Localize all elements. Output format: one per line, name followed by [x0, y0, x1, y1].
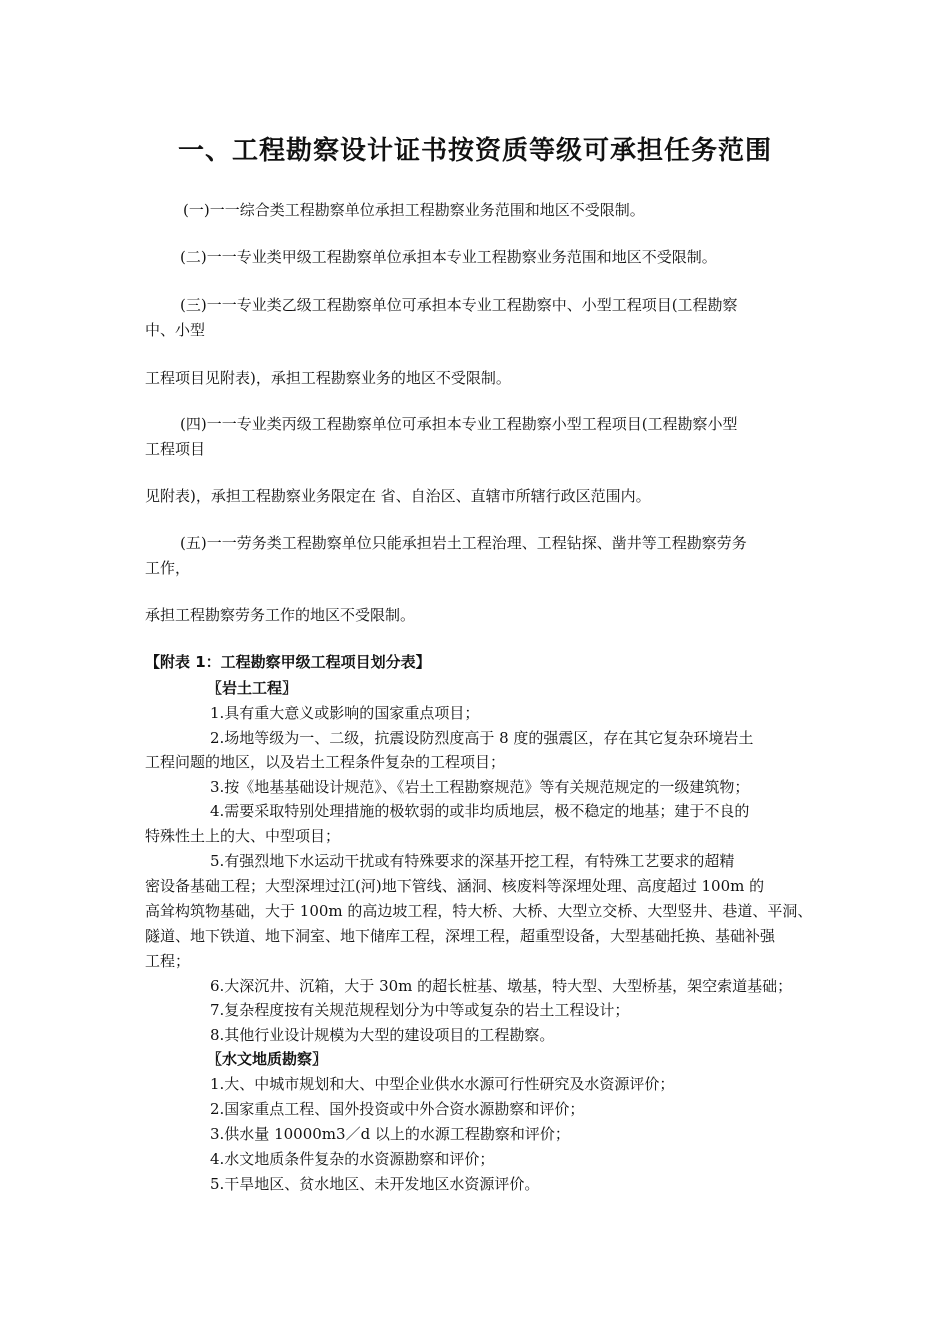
intro-paragraph-4-cont: 工程项目 — [145, 440, 206, 458]
intro-paragraph-5-cont: 工作， — [145, 559, 191, 577]
geo-item-5: 5.有强烈地下水运动干扰或有特殊要求的深基开挖工程，有特殊工艺要求的超精 — [210, 852, 735, 870]
section-heading-hydrogeology: 〖水文地质勘察〗 — [207, 1050, 328, 1068]
intro-paragraph-3: (三)一一专业类乙级工程勘察单位可承担本专业工程勘察中、小型工程项目(工程勘察 — [180, 296, 738, 314]
intro-paragraph-4-end: 见附表)，承担工程勘察业务限定在 省、自治区、直辖市所辖行政区范围内。 — [145, 487, 651, 505]
hydro-item-3: 3.供水量 10000m3／d 以上的水源工程勘察和评价； — [210, 1125, 570, 1143]
hydro-item-2: 2.国家重点工程、国外投资或中外合资水源勘察和评价； — [210, 1100, 585, 1118]
geo-item-5-cont-2: 高耸构筑物基础，大于 100m 的高边坡工程，特大桥、大桥、大型立交桥、大型竖井、巷道、平洞、 — [145, 902, 813, 920]
intro-paragraph-3-end: 工程项目见附表)，承担工程勘察业务的地区不受限制。 — [145, 369, 511, 387]
geo-item-8: 8.其他行业设计规模为大型的建设项目的工程勘察。 — [210, 1026, 555, 1044]
geo-item-4: 4.需要采取特别处理措施的极软弱的或非均质地层，极不稳定的地基；建于不良的 — [210, 802, 750, 820]
intro-paragraph-5-end: 承担工程勘察劳务工作的地区不受限制。 — [145, 606, 416, 624]
hydro-item-5: 5.干旱地区、贫水地区、未开发地区水资源评价。 — [210, 1175, 540, 1193]
document-title: 一、工程勘察设计证书按资质等级可承担任务范围 — [177, 136, 772, 166]
geo-item-6: 6.大深沉井、沉箱，大于 30m 的超长桩基、墩基，特大型、大型桥基，架空索道基础； — [210, 977, 793, 995]
geo-item-3: 3.按《地基基础设计规范》、《岩土工程勘察规范》等有关规范规定的一级建筑物； — [210, 778, 750, 796]
intro-paragraph-1: (一)一一综合类工程勘察单位承担工程勘察业务范围和地区不受限制。 — [183, 201, 645, 219]
intro-paragraph-4: (四)一一专业类丙级工程勘察单位可承担本专业工程勘察小型工程项目(工程勘察小型 — [180, 415, 738, 433]
geo-item-7: 7.复杂程度按有关规范规程划分为中等或复杂的岩土工程设计； — [210, 1001, 630, 1019]
hydro-item-1: 1.大、中城市规划和大、中型企业供水水源可行性研究及水资源评价； — [210, 1075, 675, 1093]
geo-item-1: 1.具有重大意义或影响的国家重点项目； — [210, 704, 480, 722]
geo-item-5-cont-1: 密设备基础工程；大型深埋过江(河)地下管线、涵洞、核废料等深埋处理、高度超过 100m 的 — [145, 877, 765, 895]
appendix-title: 【附表 1：工程勘察甲级工程项目划分表】 — [145, 653, 431, 671]
geo-item-2: 2.场地等级为一、二级，抗震设防烈度高于 8 度的强震区，存在其它复杂环境岩土 — [210, 729, 754, 747]
geo-item-5-end: 工程； — [145, 952, 191, 970]
geo-item-5-cont-3: 隧道、地下铁道、地下洞室、地下储库工程，深埋工程，超重型设备，大型基础托换、基础补强 — [145, 927, 776, 945]
geo-item-4-cont: 特殊性土上的大、中型项目； — [145, 827, 341, 845]
section-heading-geotechnical: 〖岩土工程〗 — [207, 679, 298, 697]
intro-paragraph-3-cont: 中、小型 — [145, 321, 206, 339]
hydro-item-4: 4.水文地质条件复杂的水资源勘察和评价； — [210, 1150, 495, 1168]
intro-paragraph-2: (二)一一专业类甲级工程勘察单位承担本专业工程勘察业务范围和地区不受限制。 — [180, 248, 717, 266]
intro-paragraph-5: (五)一一劳务类工程勘察单位只能承担岩土工程治理、工程钻探、凿井等工程勘察劳务 — [180, 534, 747, 552]
geo-item-2-cont: 工程问题的地区，以及岩土工程条件复杂的工程项目； — [145, 753, 506, 771]
